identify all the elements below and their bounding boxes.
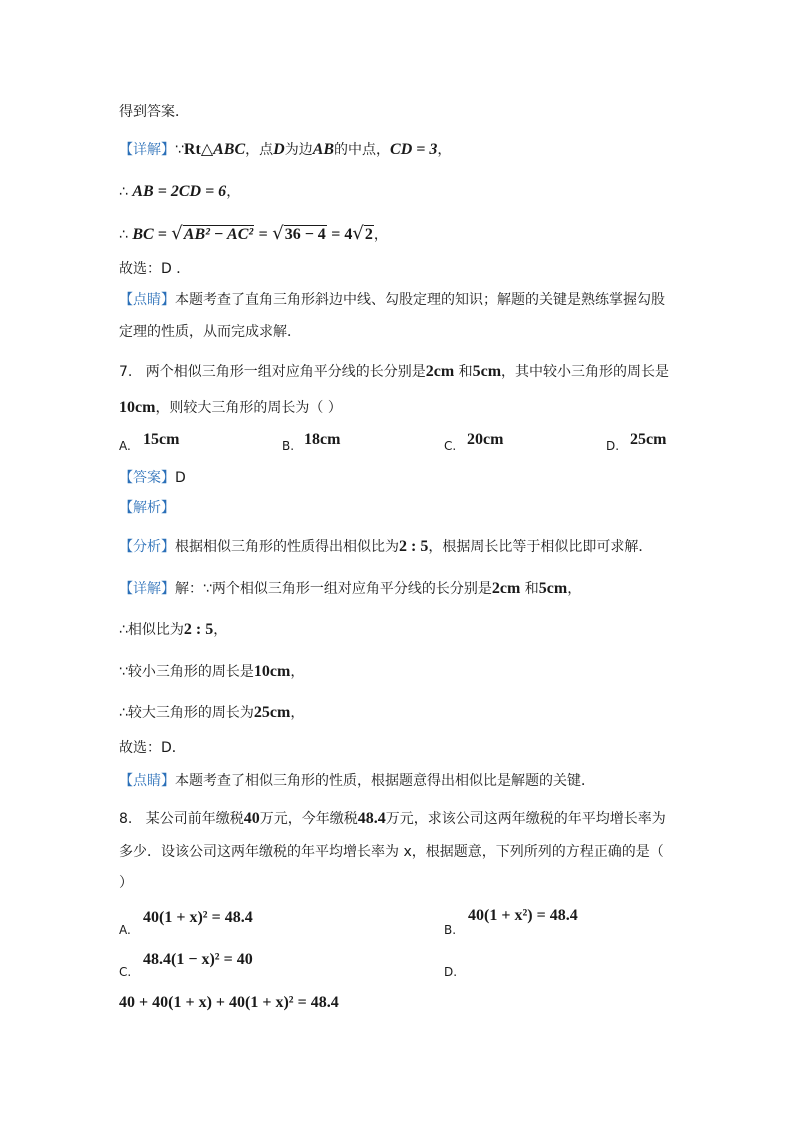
q7-choice: 故选：D． [119, 740, 186, 756]
text-fragment: ，点 [245, 142, 274, 158]
option-letter: B. [444, 923, 457, 937]
detail-label: 【详解】 [119, 581, 175, 597]
answer-label: 【答案】 [119, 470, 175, 486]
prev-choice: 故选：D ． [119, 261, 191, 277]
cd-equation: CD = 3 [390, 141, 438, 158]
comment-text: 本题考查了直角三角形斜边中线、勾股定理的知识；解题的关键是熟练掌握勾股 [175, 292, 665, 308]
question-number: 7. [119, 364, 133, 380]
q7-analysis-label [119, 498, 175, 518]
comment-label: 【点睛】 [119, 773, 175, 789]
option-letter: D. [606, 439, 620, 453]
q7-detail-line-3 [119, 662, 304, 682]
option-value: 25cm [630, 431, 667, 448]
q8-stem-line-2: 多少．设该公司这两年缴税的年平均增长率为 x，根据题意，下列所列的方程正确的是（ [119, 844, 664, 860]
therefore-symbol: ∴ [119, 184, 128, 200]
value-10cm: 10cm [119, 399, 156, 416]
equals-sign: = [258, 226, 268, 243]
detail-text: ， [290, 705, 305, 721]
ab-equation: AB = 2CD = 6 [132, 183, 227, 200]
option-letter: A. [119, 923, 131, 937]
value-2cm: 2cm [425, 363, 455, 380]
stem-text: 万元，求该公司这两年缴税的年平均增长率为 [385, 811, 666, 827]
radicand-2: 36 − 4 [284, 226, 326, 243]
option-value: 40 + 40(1 + x) + 40(1 + x)² = 48.4 [119, 994, 339, 1011]
question-number: 8. [119, 811, 133, 827]
text-fragment: ， [373, 227, 388, 243]
bc-rhs: = 4 [331, 226, 353, 243]
stem-text: ，其中较小三角形的周长是 [501, 364, 670, 380]
ab-text: AB [312, 141, 335, 158]
option-letter: B. [282, 439, 295, 453]
radicand-3: 2 [364, 226, 373, 243]
stem-text: 和 [458, 364, 473, 380]
radicand-1: AB² − AC² [183, 226, 254, 243]
answer-value: D [175, 470, 186, 486]
prev-detail-line-3 [119, 224, 388, 245]
text-fragment: ， [226, 184, 241, 200]
value-25cm: 25cm [253, 704, 291, 721]
detail-text: ∴较大三角形的周长为 [119, 705, 254, 721]
bc-lhs: BC = [132, 226, 167, 243]
option-value: 15cm [143, 431, 180, 448]
stem-text: 万元，今年缴税 [259, 811, 358, 827]
ratio-value: 2 : 5 [183, 621, 214, 638]
value-40: 40 [243, 810, 260, 827]
prev-detail-line-2 [119, 182, 240, 202]
fenxi-text: 根据相似三角形的性质得出相似比为 [175, 539, 399, 555]
q7-comment [119, 771, 595, 791]
prev-detail-line-1 [119, 140, 451, 160]
ratio-value: 2 : 5 [399, 538, 429, 555]
detail-text: ， [213, 622, 228, 638]
point-d: D [273, 141, 285, 158]
q7-stem-line-1 [119, 362, 669, 382]
fenxi-label: 【分析】 [119, 539, 175, 555]
text-fragment: ， [437, 142, 452, 158]
option-letter: A. [119, 439, 131, 453]
comment-label: 【点睛】 [119, 292, 175, 308]
sqrt-icon: √ [352, 223, 364, 244]
detail-text: ∵较小三角形的周长是 [119, 664, 254, 680]
q7-fenxi [119, 537, 652, 557]
prev-tail-text: 得到答案． [119, 104, 189, 120]
detail-text: 和 [524, 581, 539, 597]
value-48-4: 48.4 [357, 810, 386, 827]
q8-stem-line-3: ） [119, 875, 133, 891]
prev-comment-line-1 [119, 290, 665, 310]
q7-detail-line-1 [119, 579, 581, 599]
detail-text: 解：∵两个相似三角形一组对应角平分线的长分别是 [175, 581, 492, 597]
option-value: 40(1 + x²) = 48.4 [468, 907, 578, 924]
prev-comment-line-2: 定理的性质，从而完成求解． [119, 324, 301, 340]
rt-text: Rt [183, 141, 201, 158]
value-10cm: 10cm [253, 663, 291, 680]
q7-stem-line-2 [119, 398, 342, 418]
detail-text: ， [567, 581, 582, 597]
detail-text: ∴相似比为 [119, 622, 184, 638]
stem-text: 两个相似三角形一组对应角平分线的长分别是 [145, 364, 426, 380]
option-letter: D. [444, 965, 458, 979]
option-value: 48.4(1 − x)² = 40 [143, 951, 253, 968]
option-letter: C. [444, 439, 457, 453]
fenxi-text: ，根据周长比等于相似比即可求解． [428, 539, 653, 555]
value-5cm: 5cm [538, 580, 568, 597]
q7-detail-line-4 [119, 703, 304, 723]
comment-text: 本题考查了相似三角形的性质，根据题意得出相似比是解题的关键． [175, 773, 595, 789]
analysis-label: 【解析】 [119, 500, 175, 516]
detail-text: ， [290, 664, 305, 680]
stem-text: 某公司前年缴税 [145, 811, 244, 827]
q7-answer [119, 468, 186, 488]
triangle-symbol: △ [200, 141, 214, 158]
value-5cm: 5cm [472, 363, 502, 380]
stem-text: ，则较大三角形的周长为（ ） [155, 400, 342, 416]
abc-text: ABC [213, 141, 246, 158]
text-fragment: 为边 [284, 142, 313, 158]
option-value: 20cm [467, 431, 504, 448]
text-fragment: 的中点， [334, 142, 391, 158]
option-value: 40(1 + x)² = 48.4 [143, 909, 253, 926]
q7-detail-line-2 [119, 620, 227, 640]
option-value: 18cm [304, 431, 341, 448]
option-letter: C. [119, 965, 132, 979]
sqrt-icon: √ [272, 223, 284, 244]
therefore-symbol: ∴ [119, 227, 128, 243]
sqrt-icon: √ [171, 223, 183, 244]
value-2cm: 2cm [491, 580, 521, 597]
q8-stem-line-1 [119, 809, 666, 829]
detail-label: 【详解】 [119, 142, 175, 158]
because-symbol: ∵ [175, 142, 184, 158]
